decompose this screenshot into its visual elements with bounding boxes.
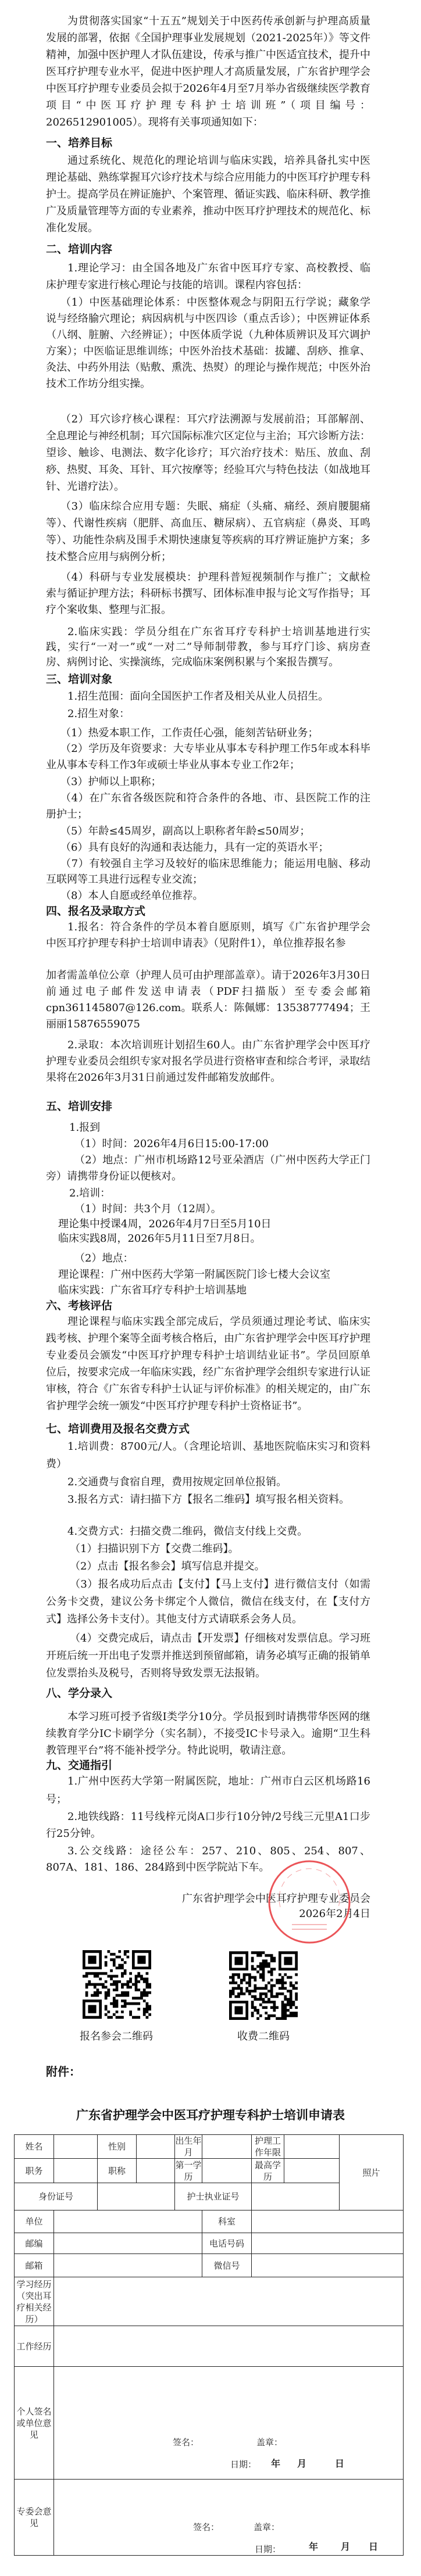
section-8-heading: 八、学分录入 (46, 1687, 113, 1700)
clinical-practice-paragraph: 2.临床实践：学员分组在广东省耳疗专科护士培训基地进行实践，实行“一对一”或“一对二”导师制带教，参与耳疗门诊、病房查房、病例讨论、实操演练，完成临床案例积累与个案报告撰写。 (46, 626, 370, 668)
traffic-item: 3.公交线路：途径公车：257、210、805、254、807、807A、181、186、284路到中医学院站下车。 (46, 1845, 370, 1873)
requirement-item: （5）年龄≤45周岁，副高以上职称者年龄≤50周岁； (60, 825, 311, 837)
requirement-item: （7）有较强自主学习及较好的临床思维能力；能运用电脑、移动互联网等工具进行远程专业交流； (46, 858, 370, 886)
practice-place: 临床实践：广东省耳疗专科护士培训基地 (58, 1284, 247, 1296)
training-label: 2.培训： (69, 1187, 111, 1199)
date-label: 日期： (230, 2459, 257, 2470)
signup-qr-label: 报名参会二维码 (80, 2030, 153, 2043)
qr-pattern (229, 1951, 298, 2020)
section-1-heading: 一、培养目标 (46, 137, 113, 149)
payment-step: （2）点击【报名参会】填写信息并提交。 (70, 1560, 265, 1572)
course-item-2: （2）耳穴诊疗核心课程：耳穴疗法溯源与发展前沿；耳部解剖、全息理论与神经机制；耳穴国际标准穴区定位与主治；耳穴诊断方法：望诊、触诊、电测法、数字化诊疗；耳穴治疗技术：贴压、放血、刮痧、热熨、耳灸、耳针、耳穴按摩等；经验耳穴与特色技法（如战地耳针、光谱疗法）。 (46, 413, 370, 493)
section-3-heading: 三、培训对象 (46, 673, 113, 686)
stamp-bottom-lettering (292, 1925, 327, 1929)
label-highest-edu: 最高学历 (252, 2159, 284, 2183)
label-birth: 出生年月 (175, 2136, 202, 2158)
training-time: （1）时间：共3个月（12周）。 (74, 1203, 222, 1215)
requirement-item: （2）学历及年资要求：大专毕业从事本专科护理工作5年或本科毕业从事本专科工作3年或硕士毕业从事本专业工作2年； (46, 743, 370, 771)
course-item-1: （1）中医基础理论体系：中医整体观念与阴阳五行学说；藏象学说与经络腧穴理论；病因病机与中医四诊（重点舌诊）；中医辨证体系（八纲、脏腑、六经辨证）；中医体质学说（九种体质辨识及耳穴调护方案）；中医临证思维训练；中医外治技术基础：拔罐、刮痧、推拿、灸法、中药外用法（贴敷、熏洗、热熨）的理论与操作规范；中医外治技术工作坊分组实操。 (46, 296, 370, 390)
theory-period: 理论集中授课4周，2026年4月7日至5月10日 (58, 1218, 272, 1230)
month-label: 月 (297, 2458, 307, 2469)
field-postcode[interactable] (54, 2233, 202, 2254)
sign-label: 签名： (173, 2437, 199, 2448)
theory-study-paragraph: 1.理论学习：由全国各地及广东省中医耳疗专家、高校教授、临床护理专家进行核心理论与技能的培训。课程内容包括： (46, 262, 370, 291)
registration-paragraph-part1: 1.报名：符合条件的学员本着自愿原则，填写《广东省护理学会中医耳疗护理专科护士培训申请表》（见附件1），单位推荐报名参 (46, 921, 370, 950)
field-study-history[interactable] (54, 2277, 404, 2326)
field-phone[interactable] (252, 2233, 404, 2254)
label-name: 姓名 (15, 2135, 54, 2159)
label-postcode: 邮编 (15, 2233, 54, 2254)
sign-label: 签名： (193, 2522, 220, 2532)
photo-cell[interactable]: 照片 (340, 2135, 404, 2210)
label-unit: 单位 (15, 2210, 54, 2233)
requirement-item: （6）具有良好的沟通和表达能力，具有一定的英语水平； (60, 841, 329, 854)
field-years[interactable] (284, 2135, 340, 2159)
qr-pattern (83, 1950, 151, 2019)
section-7-heading: 七、培训费用及报名交费方式 (46, 1423, 190, 1435)
section-5-heading: 五、培训安排 (46, 1100, 113, 1113)
seal-label: 盖章： (256, 2437, 283, 2448)
label-gender: 性别 (98, 2135, 137, 2159)
field-gender[interactable] (137, 2135, 175, 2159)
section-6-heading: 六、考核评估 (46, 1299, 113, 1312)
field-license-number[interactable] (252, 2183, 340, 2210)
signature-organization: 广东省护理学会中医耳疗护理专业委员会 (182, 1893, 370, 1905)
label-dept: 科室 (202, 2210, 252, 2233)
course-item-3: （3）临床综合应用专题：失眠、痛症（头痛、痛经、颈肩腰腿痛等）、代谢性疾病（肥胖、高血压、糖尿病）、五官病症（鼻炎、耳鸣等）、功能性杂病及围手术期快速康复等疾病的耳疗辨证施护方案；多技术整合应用与病例分析； (46, 500, 370, 563)
notice-body (46, 13, 370, 1922)
enrollment-scope: 1.招生范围：面向全国医护工作者及相关从业人员招生。 (67, 690, 329, 703)
requirement-item: （8）本人自愿或经单位推荐。 (60, 890, 204, 902)
label-license-number: 护士执业证号 (175, 2183, 252, 2210)
payment-qr-label: 收费二维码 (237, 2030, 290, 2043)
requirement-item: （1）热爱本职工作，工作责任心强，能刻苦钻研业务； (60, 727, 319, 739)
transport-fee: 2.交通费与食宿自理，费用按规定回单位报销。 (67, 1476, 287, 1488)
field-email[interactable] (54, 2254, 202, 2277)
theory-place: 理论课程：广州中医药大学第一附属医院门诊七楼大会议室 (58, 1269, 330, 1281)
registration-paragraph-part2: 加者需盖单位公章（护理人员可由护理部盖章）。请于2026年3月30日前通过电子邮件发送申请表（PDF扫描版）至专委会邮箱cpn361145807@126.com。联系人：陈佩娜：13538777494；王丽丽15876559075 (46, 969, 370, 1030)
payment-step: （4）交费完成后，请点击【开发票】仔细核对发票信息。学习班开班后统一开出电子发票并推送到预留邮箱，请务必填写正确的报销单位发票抬头及税号，否则将导致发票无法报销。 (46, 1632, 370, 1679)
checkin-time: （1）时间：2026年4月6日15:00-17:00 (74, 1138, 269, 1150)
signature-date: 2026年2月4日 (299, 1908, 370, 1920)
label-years: 护理工作年限 (252, 2135, 284, 2159)
checkin-place: （2）地点：广州市机场路12号亚朵酒店（广州中医药大学正门旁）请携带身份证以便核对。 (46, 1154, 370, 1183)
section-1-paragraph: 通过系统化、规范化的理论培训与临床实践，培养具备扎实中医理论基础、熟练掌握耳穴诊疗技术与综合应用能力的中医耳疗护理专科护士。提高学员在辨证施护、个案管理、循证实践、临床科研、教学推广及质量管理等方面的专业素养，推动中医耳疗护理技术的规范化、标准化发展。 (46, 155, 370, 234)
assessment-paragraph: 理论课程与临床实践全部完成后，学员须通过理论考试、临床实践考核、护理个案等全面考核合格后，由广东省护理学会中医耳疗护理专业委员会颁发“中医耳疗护理专科护士培训结业证书”。学员回原单位后，按要求完成一年临床实践，经广东省护理学会组织专家进行认证审核，符合《广东省专科护士认证与评价标准》的相关规定的，由广东省护理学会统一颁发“中医耳疗护理专科护士资格证书”。 (46, 1316, 370, 1412)
training-place-label: （2）地点： (74, 1252, 134, 1264)
payment-method: 4.交费方式：扫描交费二维码，微信支付线上交费。 (67, 1525, 308, 1538)
practice-period: 临床实践8周，2026年5月11日至7月8日。 (58, 1233, 261, 1245)
day-label: 日 (335, 2458, 345, 2469)
label-personal-opinion: 个人签名或单位意见 (15, 2367, 54, 2480)
field-title[interactable] (137, 2159, 175, 2183)
label-wechat: 微信号 (202, 2254, 252, 2277)
field-unit[interactable] (54, 2210, 202, 2233)
seal-label: 盖章： (254, 2522, 280, 2532)
field-work-history[interactable] (54, 2326, 404, 2367)
year-label: 年 (271, 2458, 281, 2469)
training-fee: 1.培训费：8700元/人。（含理论培训、基地医院临床实习和资料费） (46, 1441, 370, 1470)
form-title: 广东省护理学会中医耳疗护理专科护士培训申请表 (76, 2108, 345, 2122)
requirement-item: （3）护师以上职称； (60, 776, 162, 788)
label-id-number: 身份证号 (15, 2183, 98, 2210)
day-label: 日 (369, 2541, 379, 2552)
credits-paragraph: 本学习班可授予省级I类学分10分。学员报到时请携带华医网的继续教育学分IC卡刷学分（实名制），不接受IC卡号录入。逾期“卫生科教管理平台”将不能补授学分。特此说明，敬请注意。 (46, 1711, 370, 1757)
field-name[interactable] (54, 2135, 98, 2159)
payment-qr-code[interactable] (229, 1951, 298, 2020)
signup-qr-code[interactable] (83, 1950, 151, 2019)
field-wechat[interactable] (252, 2254, 404, 2277)
application-form-table (14, 2134, 404, 2556)
month-label: 月 (341, 2541, 351, 2552)
label-work-history: 工作经历 (15, 2326, 54, 2367)
label-study-history: 学习经历（突出耳疗相关经历） (15, 2277, 54, 2326)
label-position: 职务 (15, 2159, 54, 2183)
requirement-item: （4）在广东省各级医院和符合条件的各地、市、县医院工作的注册护士； (46, 792, 370, 821)
section-2-heading: 二、培训内容 (46, 243, 113, 256)
field-first-edu[interactable] (202, 2159, 252, 2183)
admission-paragraph: 2.录取：本次培训班计划招生60人。由广东省护理学会中医耳疗护理专业委员会组织专家对报名学员进行资格审查和综合考评，录取结果将在2026年3月31日前通过发件邮箱发放邮件。 (46, 1039, 370, 1084)
field-birth[interactable] (202, 2135, 252, 2159)
traffic-item: 2.地铁线路：11号线梓元岗A口步行10分钟/2号线三元里A1口步行25分钟。 (46, 1811, 370, 1840)
checkin-label: 1.报到 (69, 1122, 101, 1134)
label-phone: 电话号码 (202, 2233, 252, 2254)
payment-step: （1）扫描识别下方【交费二维码】。 (70, 1543, 239, 1555)
traffic-item: 1.广州中医药大学第一附属医院，地址：广州市白云区机场路16号； (46, 1775, 370, 1805)
label-title: 职称 (98, 2159, 137, 2183)
attachment-label: 附件： (46, 2065, 81, 2079)
field-highest-edu[interactable] (284, 2159, 340, 2183)
field-dept[interactable] (252, 2210, 404, 2233)
signup-method: 3.报名方式：请扫描下方【报名二维码】填写报名相关资料。 (67, 1493, 350, 1506)
section-4-heading: 四、报名及录取方式 (46, 905, 146, 918)
field-position[interactable] (54, 2159, 98, 2183)
label-committee-opinion: 专委会意见 (15, 2480, 54, 2556)
course-item-4: （4）科研与专业发展模块：护理科普短视频制作与推广；文献检索与循证护理方法；科研标书撰写、团体标准申报与论文写作指导；耳疗个案收集、整理与汇报。 (46, 571, 370, 616)
field-personal-opinion[interactable] (54, 2367, 404, 2480)
enrollment-target: 2.招生对象： (67, 708, 130, 720)
section-9-heading: 九、交通指引 (46, 1759, 113, 1772)
field-id-number[interactable] (98, 2183, 175, 2210)
year-label: 年 (309, 2541, 319, 2552)
intro-paragraph: 为贯彻落实国家“十五五”规划关于中医药传承创新与护理高质量发展的部署，依据《全国护理事业发展规划（2021-2025年）》等文件精神，加强中医护理人才队伍建设，传承与推广中医适宜技术，提升中医耳疗护理专业水平，促进中医护理人才高质量发展，广东省护理学会中医耳疗护理专业委员会拟于2026年4月至7月举办省级继续医学教育项目“中医耳疗护理专科护士培训班”（项目编号：2026512901005）。现将有关事项通知如下： (46, 15, 370, 128)
payment-step: （3）报名成功后点击【支付】【马上支付】进行微信支付（如需公务卡交费，建议公务卡绑定个人微信，微信在线支付，在【支付方式】选择公务卡支付）。其他支付方式请联系会务人员。 (46, 1578, 370, 1625)
date-label: 日期： (255, 2544, 281, 2554)
field-committee-opinion[interactable] (54, 2480, 404, 2556)
label-email: 邮箱 (15, 2254, 54, 2277)
label-first-edu: 第一学历 (175, 2159, 202, 2182)
